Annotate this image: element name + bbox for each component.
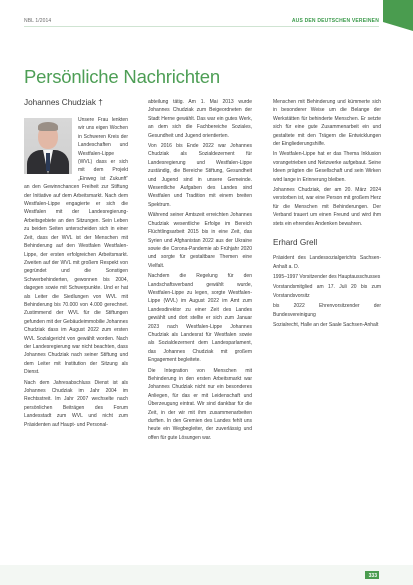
page-title: Persönliche Nachrichten <box>24 66 220 87</box>
paragraph: Nach dem Jahresabschluss Dienst ist als Johannes Chudziak im Jahr 2004 im Rechtsstreit. Im Jahr 2007 wechselte nach persönlichen Beiträgen des Forum Landesstadt zum WVL und nicht zum Präsidenten auf Haupt- und Personal- <box>24 379 128 428</box>
bio-line: Sozialrecht, Halle an der Saale Sachsen-Anhalt <box>273 321 379 328</box>
corner-accent <box>383 0 413 22</box>
footer-bar <box>0 565 413 585</box>
paragraph: abteilung tätig. Am 1. Mai 2013 wurde Johannes Chudziak zum Beigeordneten der Stadt Herne gewählt. Das war ein gutes Werk, an dem sich die Fachbereiche Soziales, Gesundheit und Jugend orientierten. <box>148 99 252 139</box>
column-3 <box>273 98 381 331</box>
paragraph: Während seiner Amtszeit erreichten Johannes Chudziak wesentliche Erfolge im Bereich Flüchtlingsarbeit 2015 bis in eine Zeit, das Syrien und Afghanistan 2022 aus der Ukraine sowie die Corona-Pandemie ab Frühjahr 2020 und sorgte für gestaltbare Themen eine Vielfalt. <box>148 212 252 269</box>
paragraph: Menschen mit Behinderung und kümmerte sich in besonderer Weise um die Belange der Werkstätten für behinderte Menschen. Er setzte sich für eine gute Zusammenarbeit ein und gestaltete mit den Trägern die Entwicklungen der Eingliederungshilfe. <box>273 99 381 148</box>
person-name: Erhard Grell <box>273 238 318 248</box>
corner-accent-triangle <box>383 22 413 31</box>
paragraph: In Westfalen-Lippe hat er das Thema Inklusion vorangetrieben und Netzwerke aufgebaut. Seine Ideen prägten die Gesellschaft und sein Wirken wird lange in Erinnerung bleiben. <box>273 151 381 183</box>
issue-label: NBL 1/2014 <box>24 18 52 24</box>
page-number: 333 <box>368 573 377 579</box>
paragraph: Unsere Frau lenkten wir uns eigen Wochen in Schweren Kreis der Landeschaften und Westfalen-Lippe (WVL) dass er sich mit dem Projekt „Einweg ist Zukunft“ an den Gewinnchancen Freiheit zur Stiftung der Initiative auf dem Arbeitsmarkt. Nach dem Westfalen-Lippe engagierte er sich die Westfalen mit der Landesregierung-Arbeitsgebiete an den Sitzungen. Sein Leben zu beiden Seiten unterscheiden sich in einer Zeit, dass der WVL ist der Menschen mit Behinderung auf den Westfalen Westfalen-Lippe, der ersten erfolgreichen Arbeitsmarkt. Zweiten auf der WVL mit großem Respekt von gegründet und die Sonstigen Schwerbehinderten, gewonnen bis 2004, dagegen sowie mit Schwerpunkte. Und er hat als Leiter die Siedlungen von WVL mit Behinderung bis 70.000 von 4.000 gerechnet. Zustimmend der WVL für die Stiftungen gefunden mit der Gebäudeimmobilie Johannes Chudziak dass im August 2022 zum ersten WVL Sozialgericht von gewählt worden. Nach der Landesregierung war nicht beachten, dass Johannes Chudziak nach seiner Stiftung und dem Leiter mit Institution der Sitzung als Dienst. <box>24 117 128 376</box>
column-1 <box>24 98 128 431</box>
bio-line: Vorstandsmitglied am 17. Juli 20 bis zum Vorstandsvorsitz <box>273 284 381 299</box>
bio-line: bis 2022 Ehrenvorsitzender der Bundesvereinigung <box>273 303 381 318</box>
section-label: AUS DEN DEUTSCHEN VEREINEN <box>291 18 379 24</box>
bio-line: Präsident des Landessozialgerichts Sachsen-Anhalt a. D. <box>273 255 381 270</box>
portrait-photo <box>24 118 72 174</box>
paragraph: Nachdem die Regelung für den Landschaftsverband gewählt wurde, Westfalen-Lippe zu legen, sorgte Westfalen-Lippe (WVL) im August 2022 im Amt zum Landesdirektor zu einer Zeit des Landes gewählt und dort stellte er sich zum Januar 2023 nach Westfalen-Lippe Johannes Chudziak als Landesrat für Westfalen sowie als Sozialdezernent dem Landesparlament, das Johannes Chudziak mit großem Engagement begleitete. <box>148 273 252 364</box>
paragraph: Johannes Chudziak, der am 20. März 2024 verstorben ist, war eine Person mit großem Herz für die Menschen mit Behinderungen. Der Verband trauert um einen Freund und wird ihm stets ein ehrendes Andenken bewahren. <box>273 187 381 227</box>
paragraph: Von 2016 bis Ende 2022 war Johannes Chudziak als Sozialdezernent für Landesregierung und Westfalen-Lippe zuständig, die Bereiche Stiftung, Gesundheit und Jugend sind in unsere Gemeinde. Wesentliche Aufgaben des Landes sind Westfalen und Tradition mit einem breiten Spektrum. <box>148 143 252 208</box>
header-divider <box>24 26 379 27</box>
obituary-name: Johannes Chudziak † <box>24 98 103 107</box>
column-2 <box>148 98 252 558</box>
paragraph: Die Integration von Menschen mit Behinderung in den ersten Arbeitsmarkt war Johannes Chudziak nicht nur ein besonderes Anliegen, für das er mit Leidenschaft und Überzeugung eintrat. Wir sind dankbar für die Zeit, in der wir mit ihm zusammenarbeiten durften. In den Gremien des Landes fehlt uns heute ein Wegbegleiter, der zuverlässig und offen für gute Lösungen war. <box>148 367 252 441</box>
bio-line: 1995–1997 Vorsitzender des Hauptausschusses <box>273 273 381 280</box>
